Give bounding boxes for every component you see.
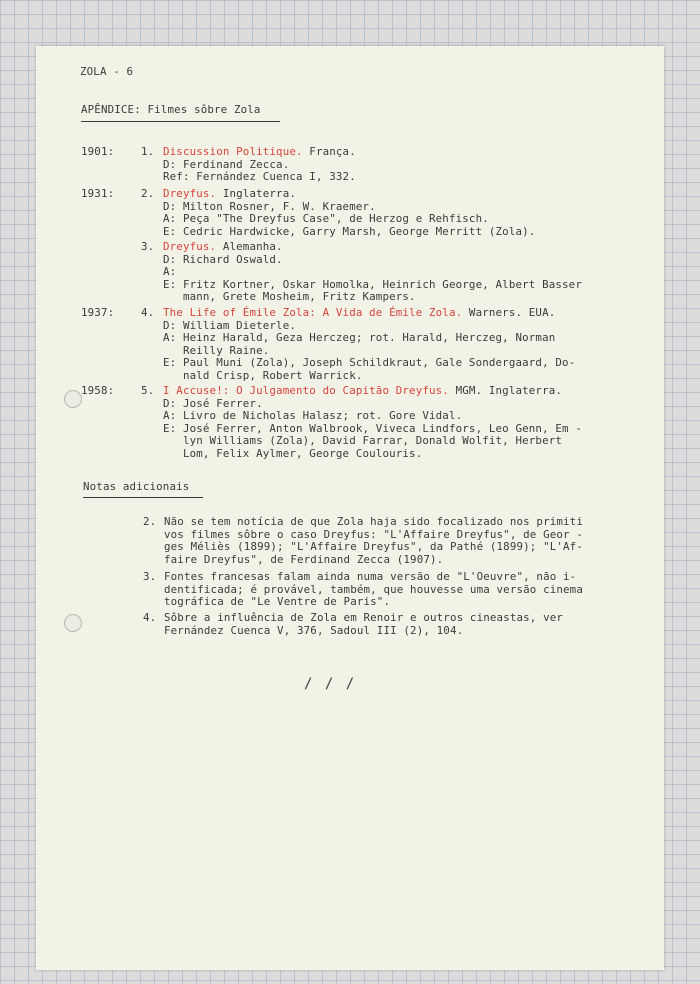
film-detail-line: Reilly Raine. <box>163 343 270 357</box>
film-title-line <box>163 188 296 201</box>
film-detail-line: D: Richard Oswald. <box>163 252 283 266</box>
notes-title: Notas adicionais <box>83 480 190 493</box>
film-detail-line: mann, Grete Mosheim, Fritz Kampers. <box>163 290 416 304</box>
film-detail-line: A: Heinz Harald, Geza Herczeg; rot. Harald, Herczeg, Norman <box>163 331 556 345</box>
film-detail-line: D: Milton Rosner, F. W. Kraemer. <box>163 199 376 213</box>
film-title-line <box>163 146 356 159</box>
note-number: 2. <box>143 515 157 528</box>
film-year: 1901: <box>81 145 115 158</box>
note-line: vos filmes sôbre o caso Dreyfus: "L'Affaire Dreyfus", de Geor - <box>164 527 583 541</box>
end-mark: / / / <box>304 676 357 692</box>
film-title-line <box>163 241 283 254</box>
film-year: 1937: <box>81 306 115 319</box>
film-number: 4. <box>141 306 155 319</box>
film-detail-line: E: José Ferrer, Anton Walbrook, Viveca Lindfors, Leo Genn, Em - <box>163 421 582 435</box>
film-number: 1. <box>141 145 155 158</box>
note-number: 3. <box>143 570 157 583</box>
film-origin: França. <box>302 145 356 158</box>
note-line: ges Méliès (1899); "L'Affaire Dreyfus", da Pathé (1899); "L'Af- <box>164 540 583 554</box>
note-line: Fernández Cuenca V, 376, Sadoul III (2), 104. <box>164 623 464 637</box>
film-detail-line: A: Livro de Nicholas Halasz; rot. Gore Vidal. <box>163 409 463 423</box>
film-detail-line: Ref: Fernández Cuenca I, 332. <box>163 170 356 184</box>
film-origin: Alemanha. <box>216 240 283 253</box>
appendix-title: APÊNDICE: Filmes sôbre Zola <box>81 103 261 116</box>
film-title: The Life of Émile Zola: A Vida de Émile Zola. <box>163 306 463 319</box>
film-detail-line: D: Ferdinand Zecca. <box>163 157 290 171</box>
film-title: Dreyfus. <box>163 240 217 253</box>
film-number: 5. <box>141 384 155 397</box>
film-detail-line: nald Crisp, Robert Warrick. <box>163 369 363 382</box>
film-title-line <box>163 307 555 320</box>
note-line: Sôbre a influência de Zola em Renoir e outros cineastas, ver <box>164 611 564 624</box>
film-detail-line: E: Cedric Hardwicke, Garry Marsh, George Merritt (Zola). <box>163 224 536 238</box>
page-header: ZOLA - 6 <box>80 65 134 78</box>
film-year: 1931: <box>81 187 115 200</box>
film-title: I Accuse!: O Julgamento do Capitão Dreyfus. <box>163 384 449 397</box>
notes-title-underline <box>83 497 203 498</box>
film-origin: MGM. Inglaterra. <box>448 384 563 397</box>
note-line: dentificada; é provável, também, que houvesse uma versão cinema <box>164 582 583 596</box>
film-title-line <box>163 385 562 398</box>
film-detail-line: D: José Ferrer. <box>163 396 263 410</box>
note-line: Fontes francesas falam ainda numa versão de "L'Oeuvre", não i- <box>164 570 577 583</box>
note-line: faire Dreyfus", de Ferdinand Zecca (1907). <box>164 552 444 566</box>
film-number: 3. <box>141 240 155 253</box>
film-detail-line: E: Paul Muni (Zola), Joseph Schildkraut, Gale Sondergaard, Do- <box>163 356 576 370</box>
appendix-title-underline <box>81 121 280 122</box>
film-title: Discussion Politique. <box>163 145 303 158</box>
note-line: tográfica de "Le Ventre de Paris". <box>164 595 391 609</box>
film-detail-line: lyn Williams (Zola), David Farrar, Donald Wolfit, Herbert <box>163 434 563 448</box>
film-year: 1958: <box>81 384 115 397</box>
film-number: 2. <box>141 187 155 200</box>
document-page <box>36 46 664 970</box>
film-detail-line: A: <box>163 265 177 279</box>
note-line: Não se tem notícia de que Zola haja sido focalizado nos primiti <box>164 515 583 528</box>
punch-hole <box>64 390 82 408</box>
film-detail-line: A: Peça "The Dreyfus Case", de Herzog e Rehfisch. <box>163 212 489 226</box>
film-detail-line: D: William Dieterle. <box>163 318 297 332</box>
film-detail-line: Lom, Felix Aylmer, George Coulouris. <box>163 447 423 460</box>
film-title: Dreyfus. <box>163 187 217 200</box>
note-number: 4. <box>143 611 157 624</box>
film-detail-line: E: Fritz Kortner, Oskar Homolka, Heinrich George, Albert Basser <box>163 277 582 291</box>
film-origin: Warners. EUA. <box>462 306 556 319</box>
punch-hole <box>64 614 82 632</box>
film-origin: Inglaterra. <box>216 187 297 200</box>
